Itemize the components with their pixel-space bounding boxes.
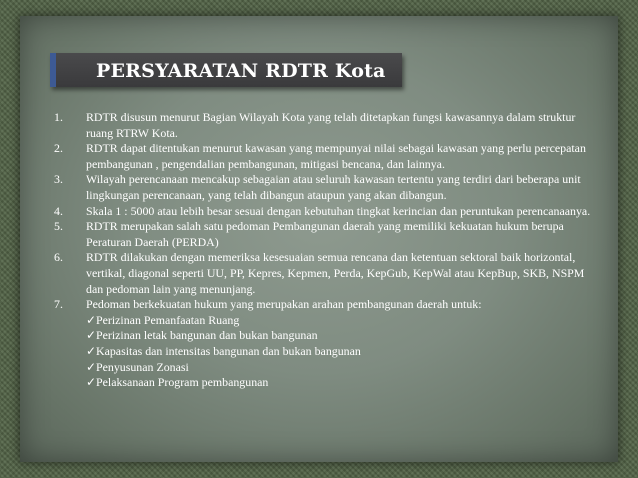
checklist-item	[86, 360, 592, 376]
item-text: RDTR merupakan salah satu pedoman Pembangunan daerah yang memiliki kekuatan hukum berupa Peraturan Daerah (PERDA)	[86, 219, 564, 249]
requirements-list	[54, 110, 592, 391]
check-icon: ✓	[86, 328, 96, 343]
checklist-item	[86, 375, 592, 391]
item-number: 7.	[54, 297, 63, 312]
item-number: 4.	[54, 203, 63, 218]
list-item	[54, 172, 592, 203]
item-text: RDTR disusun menurut Bagian Wilayah Kota yang telah ditetapkan fungsi kawasannya dalam struktur ruang RTRW Kota.	[86, 110, 576, 140]
item-number: 3.	[54, 172, 63, 187]
checklist	[86, 313, 592, 391]
checklist-text: Kapasitas dan intensitas bangunan dan bukan bangunan	[96, 343, 361, 358]
checklist-item	[86, 344, 592, 360]
title-accent	[50, 53, 56, 87]
item-number: 2.	[54, 141, 63, 156]
check-icon: ✓	[86, 375, 96, 390]
checklist-text: Perizinan Pemanfaatan Ruang	[96, 312, 240, 327]
list-item	[54, 219, 592, 250]
item-text: RDTR dilakukan dengan memeriksa kesesuaian semua rencana dan ketentuan sektoral baik horizontal, vertikal, diagonal seperti UU, PP, Kepres, Kepmen, Perda, KepGub, KepWal atau KepBup, SKB, NSPM dan pedoman lain yang menunjang.	[86, 250, 585, 296]
item-number: 6.	[54, 250, 63, 265]
check-icon: ✓	[86, 359, 96, 374]
check-icon: ✓	[86, 312, 96, 327]
checklist-item	[86, 313, 592, 329]
item-text: Wilayah perencanaan mencakup sebagaian atau seluruh kawasan tertentu yang terdiri dari beberapa unit lingkungan perencanaan, yang telah dibangun ataupun yang akan dibangun.	[86, 172, 581, 202]
slide-content	[54, 110, 592, 391]
checklist-text: Perizinan letak bangunan dan bukan bangunan	[96, 328, 318, 343]
list-item	[54, 110, 592, 141]
slide-title: PERSYARATAN RDTR Kota	[96, 60, 386, 82]
check-icon: ✓	[86, 343, 96, 358]
list-item	[54, 250, 592, 297]
list-item	[54, 141, 592, 172]
checklist-item	[86, 328, 592, 344]
item-number: 5.	[54, 219, 63, 234]
item-number: 1.	[54, 110, 63, 124]
list-item	[54, 204, 592, 220]
checklist-text: Pelaksanaan Program pembangunan	[96, 375, 269, 390]
item-text: RDTR dapat ditentukan menurut kawasan yang mempunyai nilai sebagai kawasan yang perlu percepatan pembangunan , pengendalian pembangunan, mitigasi bencana, dan lainnya.	[86, 141, 586, 171]
list-item	[54, 297, 592, 391]
checklist-text: Penyusunan Zonasi	[96, 359, 189, 374]
item-text: Pedoman berkekuatan hukum yang merupakan arahan pembangunan daerah untuk:	[86, 297, 482, 312]
item-text: Skala 1 : 5000 atau lebih besar sesuai dengan kebutuhan tingkat kerincian dan peruntukan perencanaanya.	[86, 203, 591, 218]
